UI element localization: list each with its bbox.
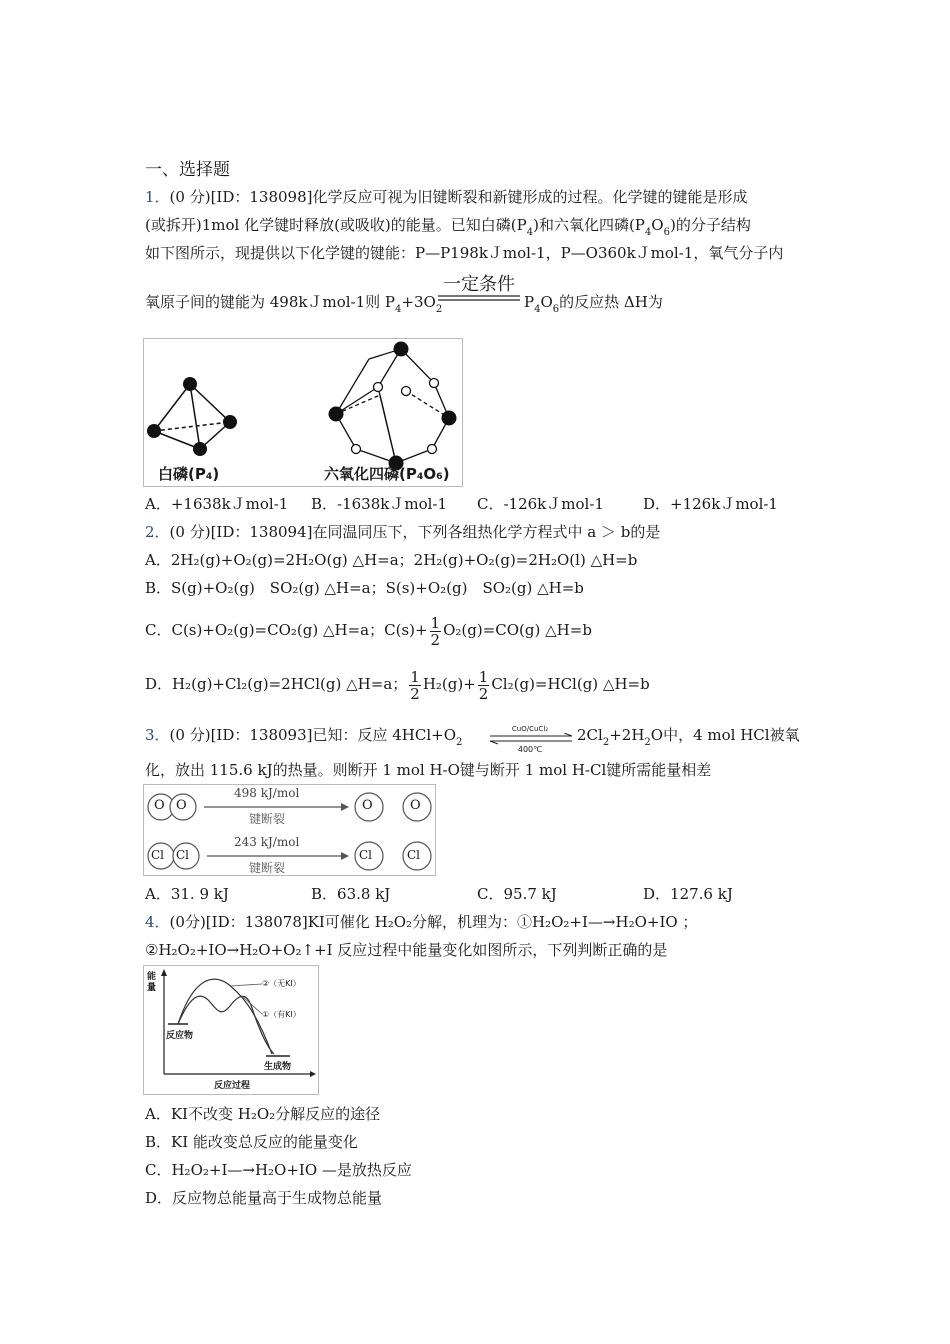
p4-label: 白磷(P₄) — [158, 465, 220, 483]
q2-option-a[interactable]: A．2H₂(g)+O₂(g)=2H₂O(g) △H=a；2H₂(g)+O₂(g)=2H₂O(l) △H=b — [145, 551, 638, 569]
q3-text-1d: O中，4 mol HCl被氧 — [650, 726, 800, 744]
curve-2-label: ②（无KI） — [262, 979, 301, 988]
q1-option-c[interactable]: C．-126kＪmol-1 — [477, 495, 604, 513]
q3-line-1-right: $2Cl_2+2H_2O$中，4 mol HCl被氧 — [577, 726, 800, 748]
o-atom-3: O — [362, 798, 373, 813]
q1-option-a[interactable]: A．+1638kＪmol-1 — [145, 495, 289, 513]
fraction-one-half: $\frac{1}{2}$ — [410, 667, 420, 703]
cl-atom-3: Cl — [359, 848, 373, 862]
q2-option-d[interactable] — [145, 666, 650, 702]
q1-text-2: (或拆开)1mol 化学键时释放(或吸收)的能量。已知白磷(P — [145, 216, 527, 234]
cl-break-label: 键断裂 — [249, 861, 286, 875]
q3-bond-energy-figure — [143, 784, 436, 876]
q4-line-1 — [145, 912, 697, 932]
o-atom-1: O — [154, 798, 165, 813]
q1-line-4-right: $P_4O_6$的反应热 ΔH为 — [524, 293, 663, 315]
q3-option-b[interactable]: B．63.8 kJ — [311, 885, 391, 903]
q2-option-c-text-2: O₂(g)=CO(g) △H=b — [443, 621, 592, 639]
cl-atom-2: Cl — [176, 848, 190, 862]
q2-option-c[interactable] — [145, 612, 592, 648]
q1-text-4b: +3O — [401, 293, 436, 311]
q3-catalyst: CuO/CuCl₂ — [511, 725, 549, 733]
product-label: 生成物 — [264, 1062, 292, 1072]
q2-option-d-text-1: D．H₂(g)+Cl₂(g)=2HCl(g) △H=a； — [145, 675, 408, 693]
curve-1-label: ①（有KI） — [262, 1010, 301, 1019]
fraction-one-half: $\frac{1}{2}$ — [478, 667, 489, 703]
q3-reversible-arrow — [488, 733, 574, 745]
q4-option-d[interactable]: D．反应物总能量高于生成物总能量 — [145, 1189, 383, 1207]
q3-line-1: 3．(0 分)[ID：138093]已知：反应 $4HCl+O_2$ — [145, 726, 463, 748]
q1-text-2c: )的分子结构 — [669, 216, 751, 234]
q3-line-2: 化，放出 115.6 kJ的热量。则断开 1 mol H-O键与断开 1 mol H-Cl键所需能量相差 — [145, 761, 712, 779]
p4o6-structure — [329, 342, 457, 471]
q1-text-4a: 氧原子间的键能为 498kＪmol-1则 P — [145, 293, 396, 311]
x-axis-label: 反应过程 — [214, 1081, 251, 1091]
q1-text-4c: P — [524, 293, 535, 311]
q1-text-2b: )和六氧化四磷(P — [533, 216, 645, 234]
q1-equal-arrow — [438, 294, 520, 302]
q2-option-c-text-1: C．C(s)+O₂(g)=CO₂(g) △H=a；C(s)+ — [145, 621, 428, 639]
q3-options — [145, 884, 825, 904]
q2-option-d-text-3: Cl₂(g)=HCl(g) △H=b — [491, 675, 650, 693]
q2-stem-text: (0 分)[ID：138094]在同温同压下，下列各组热化学方程式中 a ＞ b的是 — [169, 523, 661, 541]
q3-number: 3． — [145, 726, 170, 744]
white-phosphorus-structure — [147, 377, 237, 456]
q1-condition-label: 一定条件 — [443, 274, 515, 295]
q4-energy-diagram — [143, 965, 319, 1095]
q1-line-1 — [145, 187, 747, 207]
q4-number: 4． — [145, 913, 170, 931]
o-atom-4: O — [410, 798, 421, 813]
cl-atom-4: Cl — [407, 848, 421, 862]
cl-energy-label: 243 kJ/mol — [234, 835, 300, 849]
p4o6-label: 六氧化四磷(P₄O₆) — [324, 465, 450, 483]
q1-number: 1． — [145, 188, 170, 206]
o-break-label: 键断裂 — [249, 812, 286, 826]
q3-option-a[interactable]: A．31. 9 kJ — [145, 885, 229, 903]
q1-line-3: 如下图所示，现提供以下化学键的键能：P—P198kＪmol-1，P—O360kＪmol-1，氧气分子内 — [145, 244, 784, 262]
q4-option-a[interactable]: A．KI不改变 H₂O₂分解反应的途径 — [145, 1105, 381, 1123]
q3-option-d[interactable]: D．127.6 kJ — [643, 885, 733, 903]
q4-line-2: ②H₂O₂+IO→H₂O+O₂↑+I 反应过程中能量变化如图所示，下列判断正确的是 — [145, 941, 668, 959]
q3-text-1a: (0 分)[ID：138093]已知：反应 4HCl+O — [169, 726, 457, 744]
section-title: 一、选择题 — [145, 160, 230, 180]
q1-line-4: 氧原子间的键能为 498kＪmol-1则 $P_4+3O_2$ — [145, 293, 443, 315]
q3-temperature: 400℃ — [517, 745, 543, 754]
q1-text-4e: 的反应热 ΔH为 — [559, 293, 663, 311]
q2-number: 2． — [145, 523, 170, 541]
q2-option-d-text-2: H₂(g)+ — [422, 675, 476, 693]
cl-atom-1: Cl — [151, 848, 165, 862]
q4-option-b[interactable]: B．KI 能改变总反应的能量变化 — [145, 1133, 358, 1151]
q1-text-4d: O — [540, 293, 553, 311]
y-axis-label: 能量 — [147, 972, 157, 993]
o-atom-2: O — [176, 798, 187, 813]
q1-option-d[interactable]: D．+126kＪmol-1 — [643, 495, 778, 513]
q1-options — [145, 494, 825, 514]
q2-stem — [145, 522, 660, 542]
q4-option-c[interactable]: C．H₂O₂+I—→H₂O+IO —是放热反应 — [145, 1161, 412, 1179]
o-energy-label: 498 kJ/mol — [234, 786, 300, 800]
q1-line-2: (或拆开)1mol 化学键时释放(或吸收)的能量。已知白磷$(P_4)$和六氧化四磷$(P_4O_6)$的分子结构 — [145, 216, 751, 238]
fraction-one-half: $\frac{1}{2}$ — [430, 613, 441, 649]
q2-option-b[interactable]: B．S(g)+O₂(g) SO₂(g) △H=a；S(s)+O₂(g) SO₂(g) △H=b — [145, 579, 584, 597]
reactant-label: 反应物 — [166, 1031, 194, 1041]
q1-option-b[interactable]: B．-1638kＪmol-1 — [311, 495, 448, 513]
q4-text-1: (0分)[ID：138078]KI可催化 H₂O₂分解，机理为：①H₂O₂+I—→H₂O+IO ； — [169, 913, 698, 931]
q1-molecule-figure — [143, 338, 463, 487]
q3-text-1b: 2Cl — [577, 726, 603, 744]
q1-text-1: (0 分)[ID：138098]化学反应可视为旧键断裂和新键形成的过程。化学键的键能是形成 — [169, 188, 748, 206]
q3-option-c[interactable]: C．95.7 kJ — [477, 885, 557, 903]
q3-text-1c: +2H — [609, 726, 645, 744]
